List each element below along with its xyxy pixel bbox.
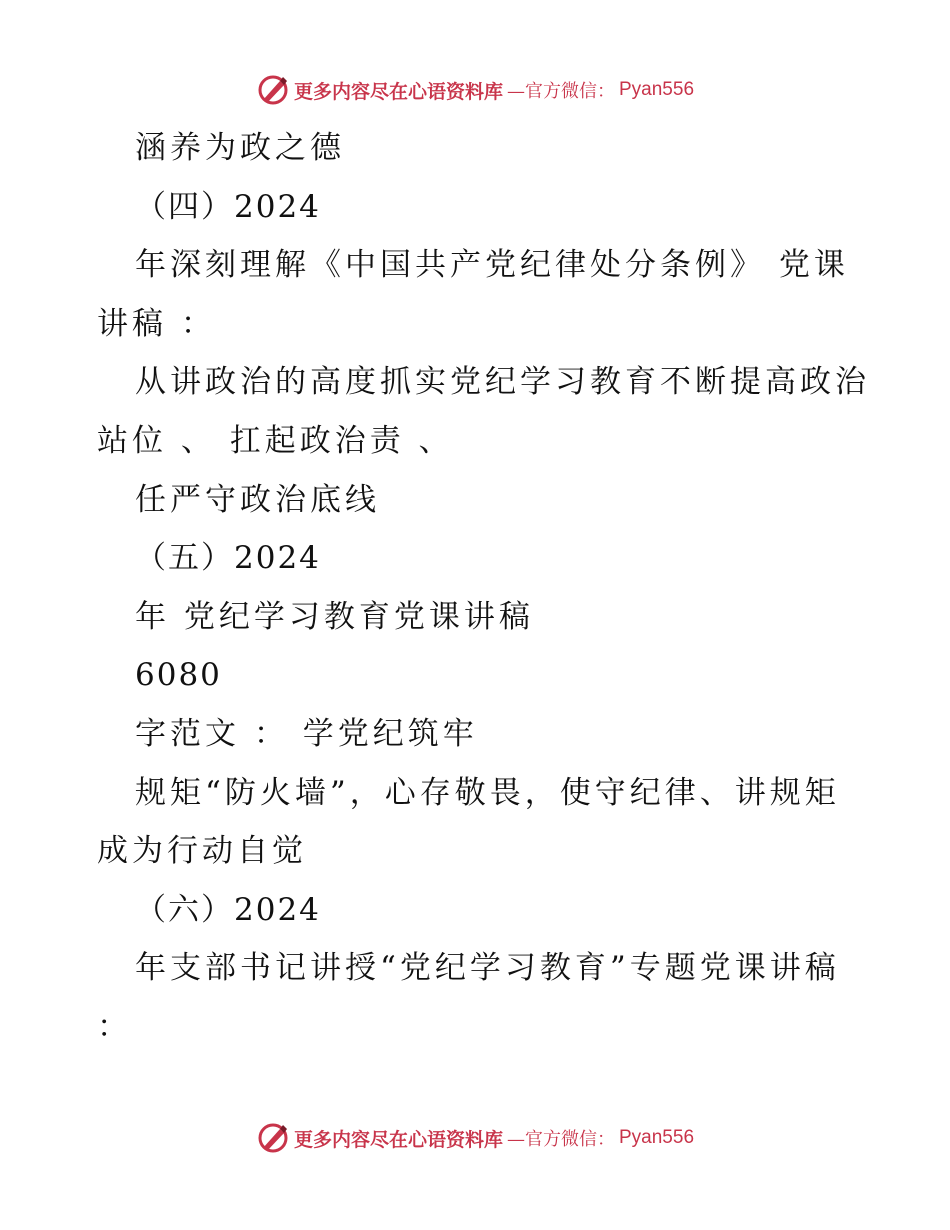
- text-line: 年支部书记讲授“党纪学习教育”专题党课讲稿: [135, 950, 840, 987]
- text-line: 成为行动自觉: [97, 833, 307, 870]
- text-line: 年深刻理解《中国共产党纪律处分条例》 党课: [135, 247, 849, 284]
- section-heading: （四）2024: [135, 188, 321, 225]
- text-line: 规矩“防火墙”，心存敬畏，使守纪律、讲规矩: [135, 774, 840, 811]
- pen-logo-icon: [256, 73, 290, 107]
- text-line: 讲稿 ：: [97, 305, 216, 342]
- text-line: 站位 、 扛起政治责 、: [97, 422, 454, 459]
- footer-watermark: [0, 1118, 950, 1158]
- section-heading: （五）2024: [135, 540, 321, 577]
- footer-watermark-id: Pyan556: [619, 1127, 695, 1148]
- header-watermark-text: 更多内容尽在心语资料库: [293, 80, 503, 103]
- footer-watermark-text: 更多内容尽在心语资料库: [293, 1128, 503, 1151]
- document-body: [97, 119, 870, 1057]
- text-line: 年 党纪学习教育党课讲稿: [135, 598, 534, 635]
- text-line: 任严守政治底线: [135, 481, 380, 518]
- text-line: 6080: [135, 657, 222, 694]
- text-line: 涵养为政之德: [135, 130, 345, 166]
- text-line: 从讲政治的高度抓实党纪学习教育不断提高政治: [135, 364, 870, 401]
- text-line: 字范文 ： 学党纪筑牢: [135, 715, 478, 752]
- section-heading: （六）2024: [135, 891, 321, 928]
- footer-watermark-suffix: —官方微信：: [507, 1129, 615, 1150]
- header-watermark: [0, 70, 950, 110]
- header-watermark-id: Pyan556: [619, 79, 695, 100]
- text-line: ：: [97, 1008, 132, 1045]
- pen-logo-icon: [256, 1121, 290, 1155]
- header-watermark-suffix: —官方微信：: [507, 81, 615, 102]
